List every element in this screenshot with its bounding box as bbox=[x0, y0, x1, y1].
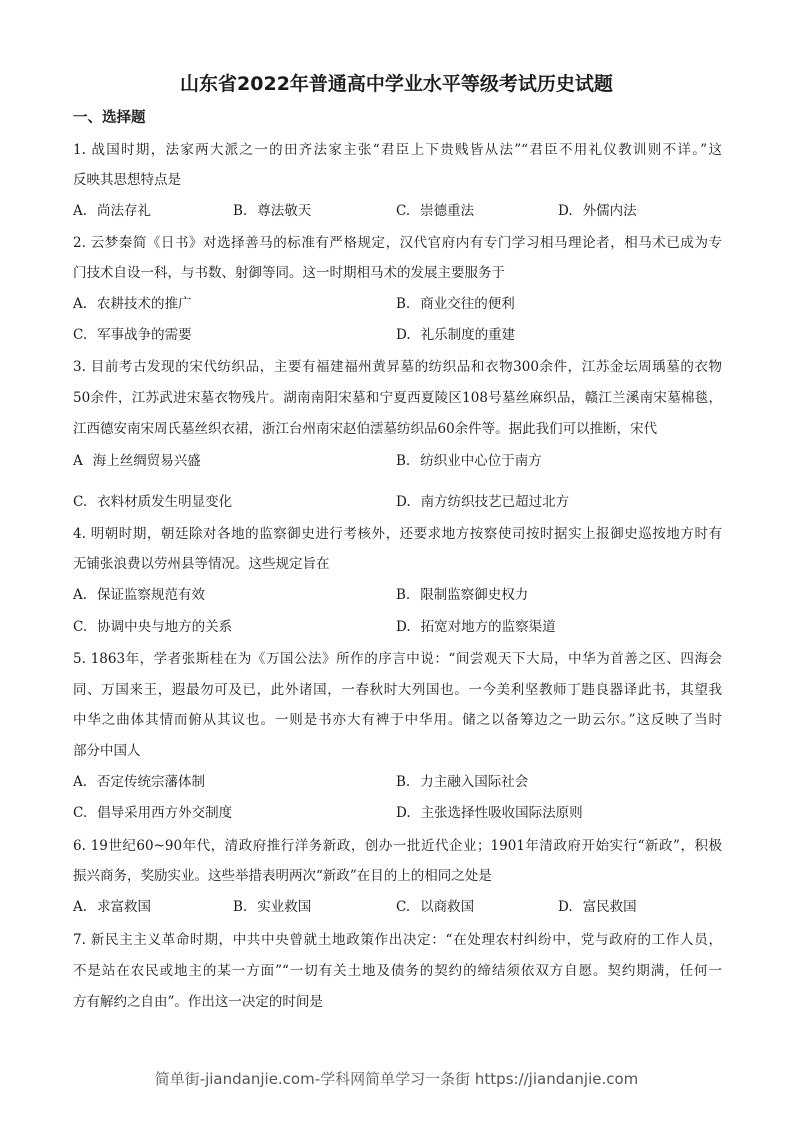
question-3-text-line: 50余件，江苏武进宋墓衣物残片。湖南南阳宋墓和宁夏西夏陵区108号墓丝麻织品，赣江兰溪南宋墓棉毯， bbox=[73, 390, 722, 406]
option-text: 力主融入国际社会 bbox=[420, 774, 529, 790]
option-label: B. bbox=[396, 453, 411, 469]
option-label: B. bbox=[396, 296, 411, 312]
question-1-option-c bbox=[396, 201, 474, 221]
question-1-text-line: 反映其思想特点是 bbox=[73, 172, 181, 188]
option-text: 纺织业中心位于南方 bbox=[420, 453, 542, 469]
question-4-text-line: 4. 明朝时期，朝廷除对各地的监察御史进行考核外，还要求地方按察使司按时据实上报御史巡按地方时有 bbox=[73, 526, 722, 542]
option-label: D. bbox=[396, 327, 411, 343]
option-label: D. bbox=[558, 203, 573, 219]
question-1-option-a bbox=[73, 201, 151, 221]
option-label: D. bbox=[396, 619, 411, 635]
question-3-option-a bbox=[73, 451, 201, 471]
question-1-option-d bbox=[558, 201, 637, 221]
option-text: 崇德重法 bbox=[420, 203, 475, 219]
page-title: 山东省2022年普通高中学业水平等级考试历史试题 bbox=[180, 73, 613, 95]
question-4-option-a bbox=[73, 585, 205, 605]
question-5-text-line: 同、万国来王，遐最勿可及已，此外诸国，一春秋时大列国也。一今美利坚教师丁韪良器译此书，其望我 bbox=[73, 682, 722, 698]
option-label: C. bbox=[73, 494, 88, 510]
question-4-option-b bbox=[396, 585, 528, 605]
option-text: 富民救国 bbox=[582, 899, 637, 915]
question-5-text-line: 5. 1863年，学者张斯桂在为《万国公法》所作的序言中说：“间尝观天下大局，中华为首善之区、四海会 bbox=[73, 651, 722, 667]
option-label: B. bbox=[233, 899, 248, 915]
question-2-option-d bbox=[396, 325, 515, 345]
question-3-option-b bbox=[396, 451, 542, 471]
option-label: A. bbox=[73, 899, 88, 915]
option-text: 主张选择性吸收国际法原则 bbox=[420, 805, 583, 821]
question-1-option-b bbox=[233, 201, 311, 221]
option-text: 农耕技术的推广 bbox=[97, 296, 192, 312]
question-2-text-line: 门技术自设一科，与书数、射御等同。这一时期相马术的发展主要服务于 bbox=[73, 265, 505, 281]
option-text: 军事战争的需要 bbox=[97, 327, 192, 343]
option-text: 尊法敬天 bbox=[257, 203, 312, 219]
question-5-option-d bbox=[396, 803, 583, 823]
option-label: B. bbox=[396, 774, 411, 790]
question-3-option-c bbox=[73, 492, 232, 512]
option-text: 尚法存礼 bbox=[97, 203, 152, 219]
question-5-option-b bbox=[396, 772, 528, 792]
question-7-text-line: 不是站在农民或地主的某一方面”“一切有关土地及债务的契约的缔结须依双方自愿。契约期满，任何一 bbox=[73, 963, 722, 979]
option-label: C. bbox=[396, 203, 411, 219]
option-label: D. bbox=[396, 805, 411, 821]
question-2-option-b bbox=[396, 294, 515, 314]
question-7-text-line: 7. 新民主主义革命时期，中共中央曾就土地政策作出决定：“在处理农村纠纷中，党与政府的工作人员， bbox=[73, 932, 722, 948]
footer-watermark: 简单街-jiandanjie.com-学科网简单学习一条街 https://jiandanjie.com bbox=[154, 1070, 639, 1088]
option-label: C. bbox=[396, 899, 411, 915]
section-heading: 一、选择题 bbox=[73, 110, 146, 126]
option-label: C. bbox=[73, 805, 88, 821]
option-text: 海上丝绸贸易兴盛 bbox=[92, 453, 201, 469]
option-label: D. bbox=[558, 899, 573, 915]
option-text: 外儒内法 bbox=[582, 203, 637, 219]
option-label: A. bbox=[73, 774, 88, 790]
question-2-option-c bbox=[73, 325, 192, 345]
question-2-text-line: 2. 云梦秦简《日书》对选择善马的标准有严格规定，汉代官府内有专门学习相马理论者，相马术已成为专 bbox=[73, 235, 722, 251]
option-label: D. bbox=[396, 494, 411, 510]
option-text: 南方纺织技艺已超过北方 bbox=[420, 494, 570, 510]
question-1-text-line: 1. 战国时期，法家两大派之一的田齐法家主张“君臣上下贵贱皆从法”“君臣不用礼仪教训则不详。”这 bbox=[73, 142, 722, 158]
question-7-text-line: 方有解约之自由”。作出这一决定的时间是 bbox=[73, 994, 323, 1010]
option-text: 衣料材质发生明显变化 bbox=[97, 494, 233, 510]
option-text: 拓宽对地方的监察渠道 bbox=[420, 619, 556, 635]
option-label: B. bbox=[396, 587, 411, 603]
option-label: C. bbox=[73, 327, 88, 343]
question-6-text-line: 振兴商务，奖励实业。这些举措表明两次“新政”在目的上的相同之处是 bbox=[73, 868, 492, 884]
option-text: 实业救国 bbox=[257, 899, 312, 915]
option-text: 限制监察御史权力 bbox=[420, 587, 529, 603]
question-5-option-a bbox=[73, 772, 205, 792]
question-3-text-line: 江西德安南宋周氏墓丝织衣裙，浙江台州南宋赵伯澐墓纺织品60余件等。据此我们可以推断，宋代 bbox=[73, 421, 658, 437]
option-label: C. bbox=[73, 619, 88, 635]
question-4-option-c bbox=[73, 617, 232, 637]
question-6-option-a bbox=[73, 897, 151, 917]
option-text: 以商救国 bbox=[420, 899, 475, 915]
question-6-option-d bbox=[558, 897, 637, 917]
option-text: 倡导采用西方外交制度 bbox=[97, 805, 233, 821]
option-text: 求富救国 bbox=[97, 899, 152, 915]
question-5-text-line: 中华之曲体其情而俯从其议也。一则是书亦大有裨于中华用。储之以备筹边之一助云尔。”这反映了当时 bbox=[73, 712, 722, 728]
question-2-option-a bbox=[73, 294, 192, 314]
question-6-text-line: 6. 19世纪60~90年代，清政府推行洋务新政，创办一批近代企业；1901年清政府开始实行“新政”，积极 bbox=[73, 838, 722, 854]
question-3-option-d bbox=[396, 492, 569, 512]
question-4-text-line: 无铺张浪费以劳州县等情况。这些规定旨在 bbox=[73, 556, 330, 572]
question-6-option-c bbox=[396, 897, 474, 917]
option-label: A. bbox=[73, 587, 88, 603]
option-text: 协调中央与地方的关系 bbox=[97, 619, 233, 635]
option-text: 商业交往的便利 bbox=[420, 296, 515, 312]
option-label: A. bbox=[73, 203, 88, 219]
option-label: A. bbox=[73, 296, 88, 312]
option-label: A bbox=[73, 453, 83, 469]
question-6-option-b bbox=[233, 897, 311, 917]
option-label: B. bbox=[233, 203, 248, 219]
question-4-option-d bbox=[396, 617, 556, 637]
question-3-text-line: 3. 目前考古发现的宋代纺织品，主要有福建福州黄昇墓的纺织品和衣物300余件，江苏金坛周瑀墓的衣物 bbox=[73, 359, 722, 375]
option-text: 保证监察规范有效 bbox=[97, 587, 206, 603]
question-5-option-c bbox=[73, 803, 232, 823]
option-text: 否定传统宗藩体制 bbox=[97, 774, 206, 790]
option-text: 礼乐制度的重建 bbox=[420, 327, 516, 343]
question-5-text-line: 部分中国人 bbox=[73, 743, 141, 759]
